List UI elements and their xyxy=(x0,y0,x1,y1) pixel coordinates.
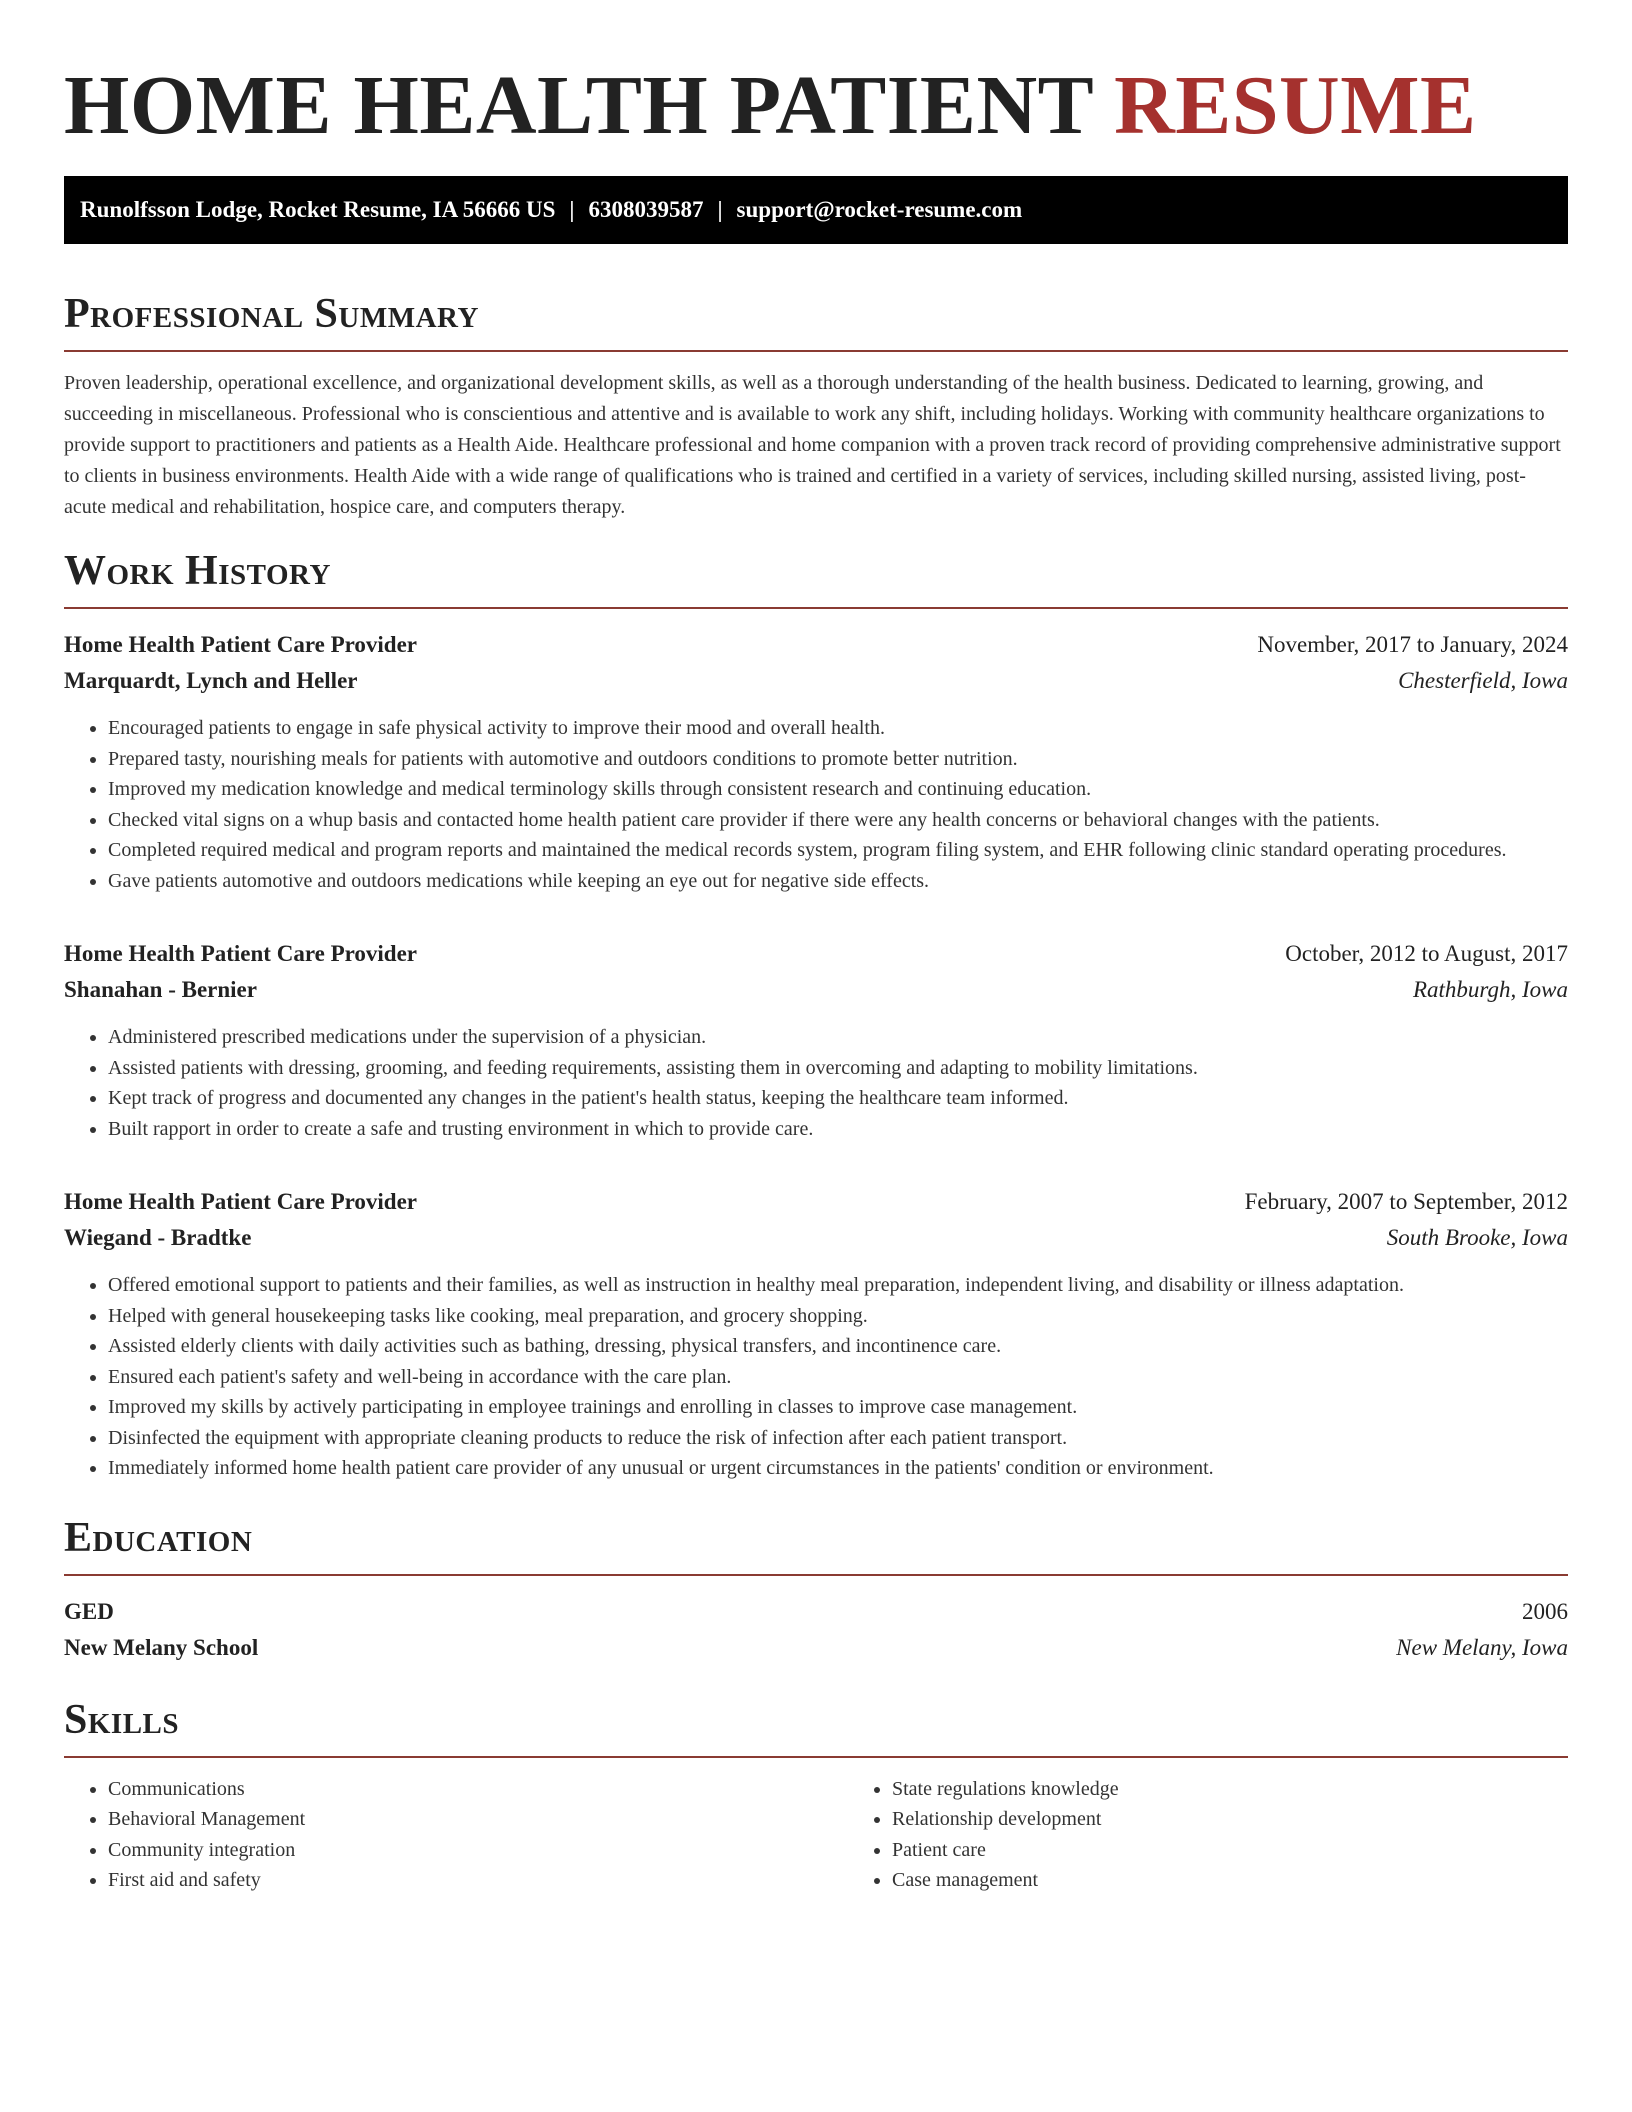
job-bullet: • Administered prescribed medications under the supervision of a physician. xyxy=(108,1022,1568,1053)
job-dates: November, 2017 to January, 2024 xyxy=(1257,632,1568,657)
contact-email: support@rocket-resume.com xyxy=(736,197,1023,222)
job-dates: February, 2007 to September, 2012 xyxy=(1244,1189,1568,1214)
job-bullet: • Checked vital signs on a whup basis and contacted home health patient care provider if there were any health concerns or behavioral changes with the patients. xyxy=(108,805,1568,836)
job-company: Wiegand - Bradtke xyxy=(64,1225,252,1250)
job-bullet: • Encouraged patients to engage in safe physical activity to improve their mood and overall health. xyxy=(108,713,1568,744)
job-location: Chesterfield, Iowa xyxy=(1398,668,1568,693)
resume-title xyxy=(64,56,1568,156)
education-school-row xyxy=(64,1630,1568,1666)
skill-item: • Community integration xyxy=(108,1835,848,1866)
job-title: Home Health Patient Care Provider xyxy=(64,941,418,966)
section-divider xyxy=(64,607,1568,609)
skill-item: • Relationship development xyxy=(892,1804,1568,1835)
job-bullet: • Ensured each patient's safety and well-being in accordance with the care plan. xyxy=(108,1362,1568,1393)
skill-item: • Case management xyxy=(892,1865,1568,1896)
contact-bar xyxy=(64,176,1568,244)
job-title: Home Health Patient Care Provider xyxy=(64,1189,418,1214)
job-company: Marquardt, Lynch and Heller xyxy=(64,668,358,693)
job-company-row xyxy=(64,663,1568,699)
work-history-heading: Work History xyxy=(64,548,331,594)
education-degree: GED xyxy=(64,1598,114,1624)
job-title-row xyxy=(64,1184,1568,1220)
job-bullets xyxy=(64,1022,1568,1144)
job-entry xyxy=(64,627,1568,896)
job-title-row xyxy=(64,936,1568,972)
skill-item: • State regulations knowledge xyxy=(892,1774,1568,1805)
skills-list xyxy=(64,1774,1568,1896)
section-divider xyxy=(64,350,1568,352)
job-bullet: • Improved my medication knowledge and medical terminology skills through consistent research and continuing education. xyxy=(108,774,1568,805)
education-year: 2006 xyxy=(1522,1598,1568,1624)
job-company-row xyxy=(64,1220,1568,1256)
job-bullet: • Helped with general housekeeping tasks like cooking, meal preparation, and grocery shopping. xyxy=(108,1301,1568,1332)
skills-column-1 xyxy=(64,1774,848,1896)
education-degree-row xyxy=(64,1594,1568,1630)
job-bullet: • Kept track of progress and documented any changes in the patient's health status, keeping the healthcare team informed. xyxy=(108,1083,1568,1114)
skills-column-2 xyxy=(848,1774,1568,1896)
job-bullet: • Assisted patients with dressing, grooming, and feeding requirements, assisting them in overcoming and adapting to mobility limitations. xyxy=(108,1053,1568,1084)
contact-separator: | xyxy=(569,197,575,222)
section-divider xyxy=(64,1756,1568,1758)
job-entry xyxy=(64,936,1568,1144)
skill-item: • Patient care xyxy=(892,1835,1568,1866)
summary-text: Proven leadership, operational excellence, and organizational development skills, as well as a thorough understanding of the health business. Dedicated to learning, growing, and succeeding in miscellaneous. Professional who is conscientious and attentive and is available to work any shift, including holidays. Working with community healthcare organizations to provide support to practitioners and patients as a Health Aide. Healthcare professional and home companion with a proven track record of providing comprehensive administrative support to clients in business environments. Health Aide with a wide range of qualifications who is trained and certified in a variety of services, including skilled nursing, assisted living, post-acute medical and rehabilitation, hospice care, and computers therapy. xyxy=(64,372,1561,518)
job-bullets xyxy=(64,1270,1568,1484)
contact-address: Runolfsson Lodge, Rocket Resume, IA 56666 US xyxy=(80,197,556,222)
job-company: Shanahan - Bernier xyxy=(64,977,257,1002)
job-bullets xyxy=(64,713,1568,896)
job-bullet: • Assisted elderly clients with daily activities such as bathing, dressing, physical transfers, and incontinence care. xyxy=(108,1331,1568,1362)
skill-item: • Communications xyxy=(108,1774,848,1805)
contact-separator: | xyxy=(717,197,723,222)
skills-heading: Skills xyxy=(64,1696,180,1743)
summary-heading: Professional Summary xyxy=(64,291,479,337)
education-location: New Melany, Iowa xyxy=(1396,1634,1568,1660)
job-location: South Brooke, Iowa xyxy=(1386,1225,1568,1250)
skill-item: • First aid and safety xyxy=(108,1865,848,1896)
job-bullet: • Improved my skills by actively participating in employee trainings and enrolling in classes to improve case management. xyxy=(108,1392,1568,1423)
education-heading: Education xyxy=(64,1514,253,1561)
job-company-row xyxy=(64,972,1568,1008)
job-bullet: • Disinfected the equipment with appropriate cleaning products to reduce the risk of infection after each patient transport. xyxy=(108,1423,1568,1454)
section-divider xyxy=(64,1574,1568,1576)
job-title-row xyxy=(64,627,1568,663)
job-bullet: • Built rapport in order to create a safe and trusting environment in which to provide care. xyxy=(108,1114,1568,1145)
job-bullet: • Immediately informed home health patient care provider of any unusual or urgent circumstances in the patients' condition or environment. xyxy=(108,1453,1568,1484)
education-school: New Melany School xyxy=(64,1634,259,1660)
title-main: HOME HEALTH PATIENT xyxy=(64,59,1093,152)
job-bullet: • Gave patients automotive and outdoors medications while keeping an eye out for negative side effects. xyxy=(108,866,1568,897)
job-dates: October, 2012 to August, 2017 xyxy=(1285,941,1568,966)
job-bullet: • Offered emotional support to patients and their families, as well as instruction in healthy meal preparation, independent living, and disability or illness adaptation. xyxy=(108,1270,1568,1301)
title-accent: RESUME xyxy=(1114,59,1477,152)
contact-phone: 6308039587 xyxy=(588,197,704,222)
job-bullet: • Completed required medical and program reports and maintained the medical records system, program filing system, and EHR following clinic standard operating procedures. xyxy=(108,835,1568,866)
job-bullet: • Prepared tasty, nourishing meals for patients with automotive and outdoors conditions to promote better nutrition. xyxy=(108,744,1568,775)
job-entry xyxy=(64,1184,1568,1484)
job-title: Home Health Patient Care Provider xyxy=(64,632,418,657)
job-location: Rathburgh, Iowa xyxy=(1412,977,1568,1002)
education-entry xyxy=(64,1594,1568,1666)
skill-item: • Behavioral Management xyxy=(108,1804,848,1835)
